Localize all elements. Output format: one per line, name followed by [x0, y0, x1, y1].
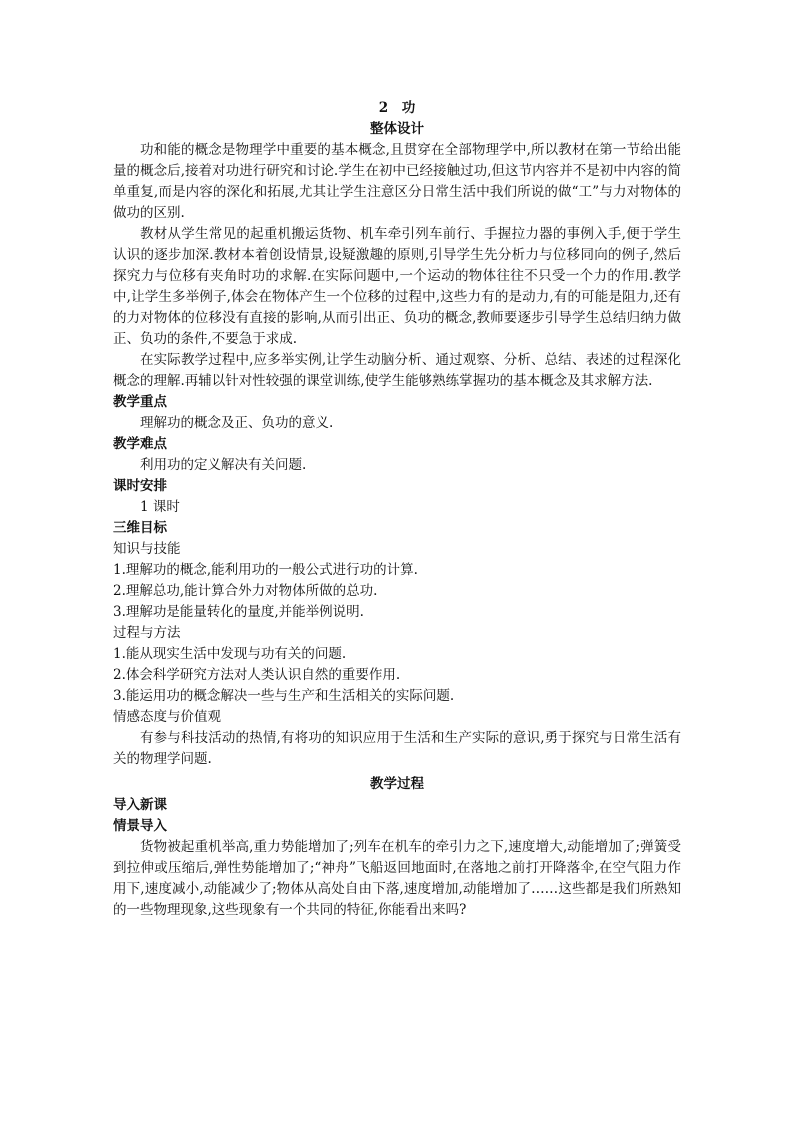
lesson-title: 2 功 — [378, 100, 416, 116]
intro-heading: 导入新课 — [113, 797, 167, 813]
design-paragraph-3: 在实际教学过程中,应多举实例,让学生动脑分析、通过观察、分析、总结、表述的过程深化概念的理解.再辅以针对性较强的课堂训练,使学生能够熟练掌握功的基本概念及其求解方法. — [113, 352, 681, 389]
key-points-heading: 教学重点 — [113, 394, 167, 410]
attitude-paragraph: 有参与科技活动的热情,有将功的知识应用于生活和生产实际的意识,勇于探究与日常生活有关的物理学问题. — [113, 730, 681, 767]
goal-item: 2.理解总功,能计算合外力对物体所做的总功. — [113, 583, 378, 599]
goal-group-title-process: 过程与方法 — [113, 625, 181, 641]
goal-item: 3.能运用功的概念解决一些与生产和生活相关的实际问题. — [113, 688, 455, 704]
goal-group-title-knowledge: 知识与技能 — [113, 541, 181, 557]
scenario-heading: 情景导入 — [113, 818, 167, 834]
overall-design-heading: 整体设计 — [370, 121, 424, 137]
scenario-paragraph: 货物被起重机举高,重力势能增加了;列车在机车的牵引力之下,速度增大,动能增加了;弹簧受到拉伸或压缩后,弹性势能增加了;“神舟”飞船返回地面时,在落地之前打开降落伞,在空气阻力作用下,速度减小,动能减少了;物体从高处自由下落,速度增加,动能增加了……这些都是我们所熟知的一些物理现象,这些现象有一个共同的特征,你能看出来吗? — [113, 839, 681, 918]
goal-item: 1.理解功的概念,能利用功的一般公式进行功的计算. — [113, 562, 418, 578]
document-page — [113, 96, 681, 921]
schedule-heading: 课时安排 — [113, 478, 167, 494]
key-points-text: 理解功的概念及正、负功的意义. — [140, 415, 334, 431]
goal-item: 2.体会科学研究方法对人类认识自然的重要作用. — [113, 667, 401, 683]
goal-group-title-attitude: 情感态度与价值观 — [113, 709, 221, 725]
difficulty-heading: 教学难点 — [113, 436, 167, 452]
design-paragraph-2: 教材从学生常见的起重机搬运货物、机车牵引列车前行、手握拉力器的事例入手,便于学生认识的逐步加深.教材本着创设情景,设疑激趣的原则,引导学生先分析力与位移同向的例子,然后探究力与位移有夹角时功的求解.在实际问题中,一个运动的物体往往不只受一个力的作用.教学中,让学生多举例子,体会在物体产生一个位移的过程中,这些力有的是动力,有的可能是阻力,还有的力对物体的位移没有直接的影响,从而引出正、负功的概念,教师要逐步引导学生总结归纳力做正、负功的条件,不要急于求成. — [113, 226, 681, 347]
goal-item: 1.能从现实生活中发现与功有关的问题. — [113, 646, 347, 662]
goal-item: 3.理解功是能量转化的量度,并能举例说明. — [113, 604, 364, 620]
schedule-text: 1 课时 — [140, 499, 180, 515]
goals-heading: 三维目标 — [113, 520, 167, 536]
design-paragraph-1: 功和能的概念是物理学中重要的基本概念,且贯穿在全部物理学中,所以教材在第一节给出能量的概念后,接着对功进行研究和讨论.学生在初中已经接触过功,但这节内容并不是初中内容的简单重复,而是内容的深化和拓展,尤其让学生注意区分日常生活中我们所说的做“工”与力对物体的做功的区别. — [113, 142, 681, 221]
process-heading: 教学过程 — [370, 776, 424, 792]
difficulty-text: 利用功的定义解决有关问题. — [140, 457, 307, 473]
